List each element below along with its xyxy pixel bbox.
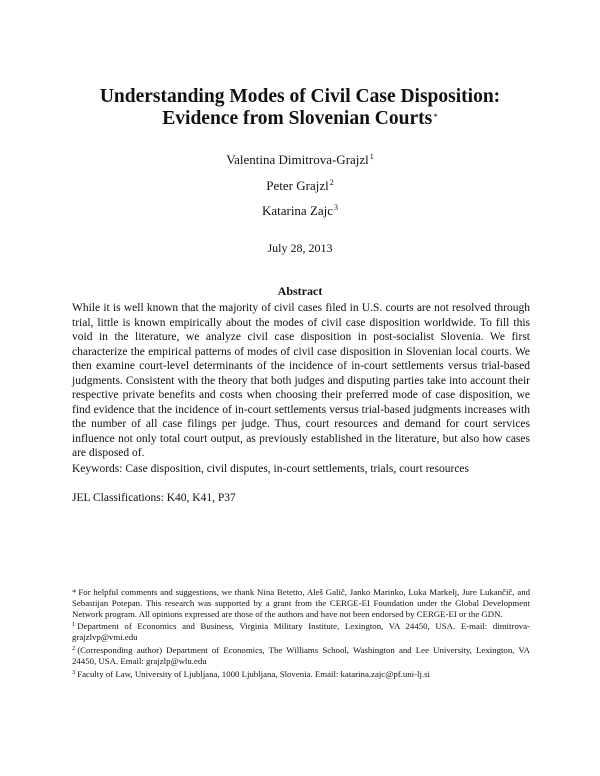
footnote-item [72, 645, 530, 667]
author-footnote-mark[interactable]: 1 [369, 152, 374, 161]
footnote-text: (Corresponding author) Department of Economics, The Williams School, Washington and Lee University, Lexington, VA 24450, USA. Email: grajzlp@wlu.edu [72, 644, 530, 666]
jel-classifications: JEL Classifications: K40, K41, P37 [72, 492, 236, 504]
footnote-text: Department of Economics and Business, Virginia Military Institute, Lexington, VA 24450, USA. E-mail: dimitrova-grajzlvp@vmi.edu [72, 621, 530, 643]
author-1 [0, 150, 600, 176]
title-line-2 [0, 108, 600, 130]
author-name: Katarina Zajc [261, 203, 334, 218]
keywords: Keywords: Case disposition, civil disputes, in-court settlements, trials, court resources [72, 463, 469, 475]
author-name: Peter Grajzl [266, 177, 329, 193]
title-line-2-text: Evidence from Slovenian Courts [162, 108, 433, 129]
footnote-mark: 1 [72, 621, 76, 629]
author-2 [0, 176, 600, 202]
author-footnote-mark[interactable]: 2 [329, 177, 334, 187]
footnote-item [72, 587, 530, 619]
paper-title [0, 86, 600, 130]
footnote-text: For helpful comments and suggestions, we thank Nina Betetto, Aleš Galič, Janko Marinko, Luka Markelj, Jure Lukančič, and Sebastijan Potepan. This research was supported by a grant from the CERGE-EI Foundation under the Global Development Network program. All opinions expressed are those of the authors and have not been endorsed by CERGE-EI or the GDN. [72, 587, 530, 619]
footnote-item [72, 669, 530, 680]
footnote-mark: 3 [72, 668, 76, 676]
author-3 [0, 201, 600, 227]
footnote-text: Faculty of Law, University of Ljubljana, 1000 Ljubljana, Slovenia. Email: katarina.zajc@pf.uni-lj.si [77, 668, 430, 679]
footnote-item [72, 621, 530, 643]
footnotes [72, 587, 530, 681]
author-name: Valentina Dimitrova-Grajzl [226, 152, 369, 167]
author-footnote-mark[interactable]: 3 [334, 203, 339, 212]
author-list [0, 150, 600, 227]
footnote-mark: 2 [72, 644, 76, 652]
title-footnote-mark[interactable]: * [433, 112, 438, 122]
footnote-mark: * [72, 587, 77, 597]
title-line-1: Understanding Modes of Civil Case Disposition: [99, 86, 501, 107]
abstract-body: While it is well known that the majority of civil cases filed in U.S. courts are not resolved through trial, little is known empirically about the modes of civil case disposition worldwide. To fill this void in the literature, we analyze civil case disposition in post-socialist Slovenia. We first characterize the empirical patterns of modes of civil case disposition in Slovenian local courts. We then examine court-level determinants of the incidence of in-court settlements versus trial-based judgments. Consistent with the theory that both judges and disputing parties take into account their respective private benefits and costs when choosing their preferred mode of case disposition, we find evidence that the incidence of in-court settlements versus trial-based judgments increases with the number of all case filings per judge. Thus, court resources and demand for court services influence not only total court output, as previously established in the literature, but also how cases are disposed of. [72, 302, 530, 459]
abstract-heading: Abstract [277, 284, 323, 298]
paper-date: July 28, 2013 [267, 241, 333, 255]
